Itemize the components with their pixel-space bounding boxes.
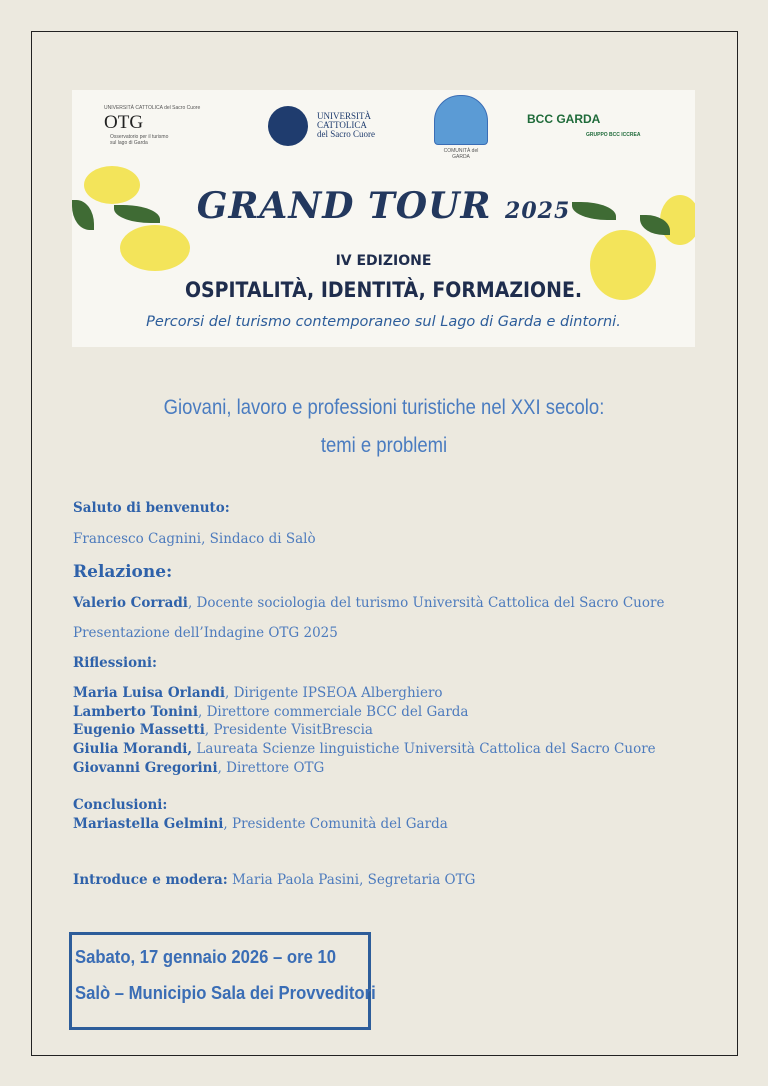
ucsc-crest-icon [268, 106, 308, 146]
talk-topic: Presentazione dell’Indagine OTG 2025 [73, 625, 338, 641]
reflection-item: Lamberto Tonini, Direttore commerciale BCC del Garda [73, 704, 469, 720]
event-title-line2: temi e problemi [320, 434, 448, 457]
event-title-line1: Giovani, lavoro e professioni turistiche nel XXI secolo: [163, 396, 605, 419]
reflection-item: Eugenio Massetti, Presidente VisitBrescia [73, 722, 373, 738]
welcome-text: Francesco Cagnini, Sindaco di Salò [73, 531, 316, 547]
welcome-heading: Saluto di benvenuto: [73, 500, 230, 516]
moderator: Introduce e modera: Maria Paola Pasini, Segretaria OTG [73, 872, 476, 888]
reflections-heading: Riflessioni: [73, 655, 158, 671]
date-venue-box [69, 932, 376, 1030]
talk-speaker: Valerio Corradi, Docente sociologia del turismo Università Cattolica del Sacro Cuore [73, 595, 665, 611]
otg-logo: OTG [104, 112, 144, 133]
conclusions-heading: Conclusioni: [73, 797, 168, 813]
banner-motto: OSPITALITÀ, IDENTITÀ, FORMAZIONE. [184, 278, 583, 302]
banner-edition: IV EDIZIONE [335, 253, 432, 269]
bcc-caption: GRUPPO BCC ICCREA [586, 132, 641, 138]
event-venue: Salò – Municipio Sala dei Provveditori [75, 982, 376, 1003]
conclusions-speaker: Mariastella Gelmini, Presidente Comunità del Garda [73, 816, 448, 832]
otg-caption: Osservatorio per il turismo sul lago di Garda [110, 134, 169, 146]
event-banner [72, 90, 695, 347]
talk-heading: Relazione: [73, 562, 173, 582]
ucsc-logo: UNIVERSITÀ CATTOLICA del Sacro Cuore [317, 111, 375, 139]
event-date: Sabato, 17 gennaio 2026 – ore 10 [75, 946, 336, 967]
bcc-logo: BCC GARDA [527, 112, 601, 126]
reflection-item: Maria Luisa Orlandi, Dirigente IPSEOA Alberghiero [73, 685, 443, 701]
comunita-logo: COMUNITÀ del GARDA [443, 148, 479, 160]
castle-icon [434, 95, 488, 145]
banner-title: GRAND TOUR 2025 [196, 185, 571, 227]
reflection-item: Giovanni Gregorini, Direttore OTG [73, 760, 325, 776]
reflection-item: Giulia Morandi, Laureata Scienze linguistiche Università Cattolica del Sacro Cuore [73, 741, 656, 757]
otg-top-text: UNIVERSITÀ CATTOLICA del Sacro Cuore [104, 105, 201, 111]
banner-subtitle: Percorsi del turismo contemporaneo sul Lago di Garda e dintorni. [146, 314, 621, 330]
